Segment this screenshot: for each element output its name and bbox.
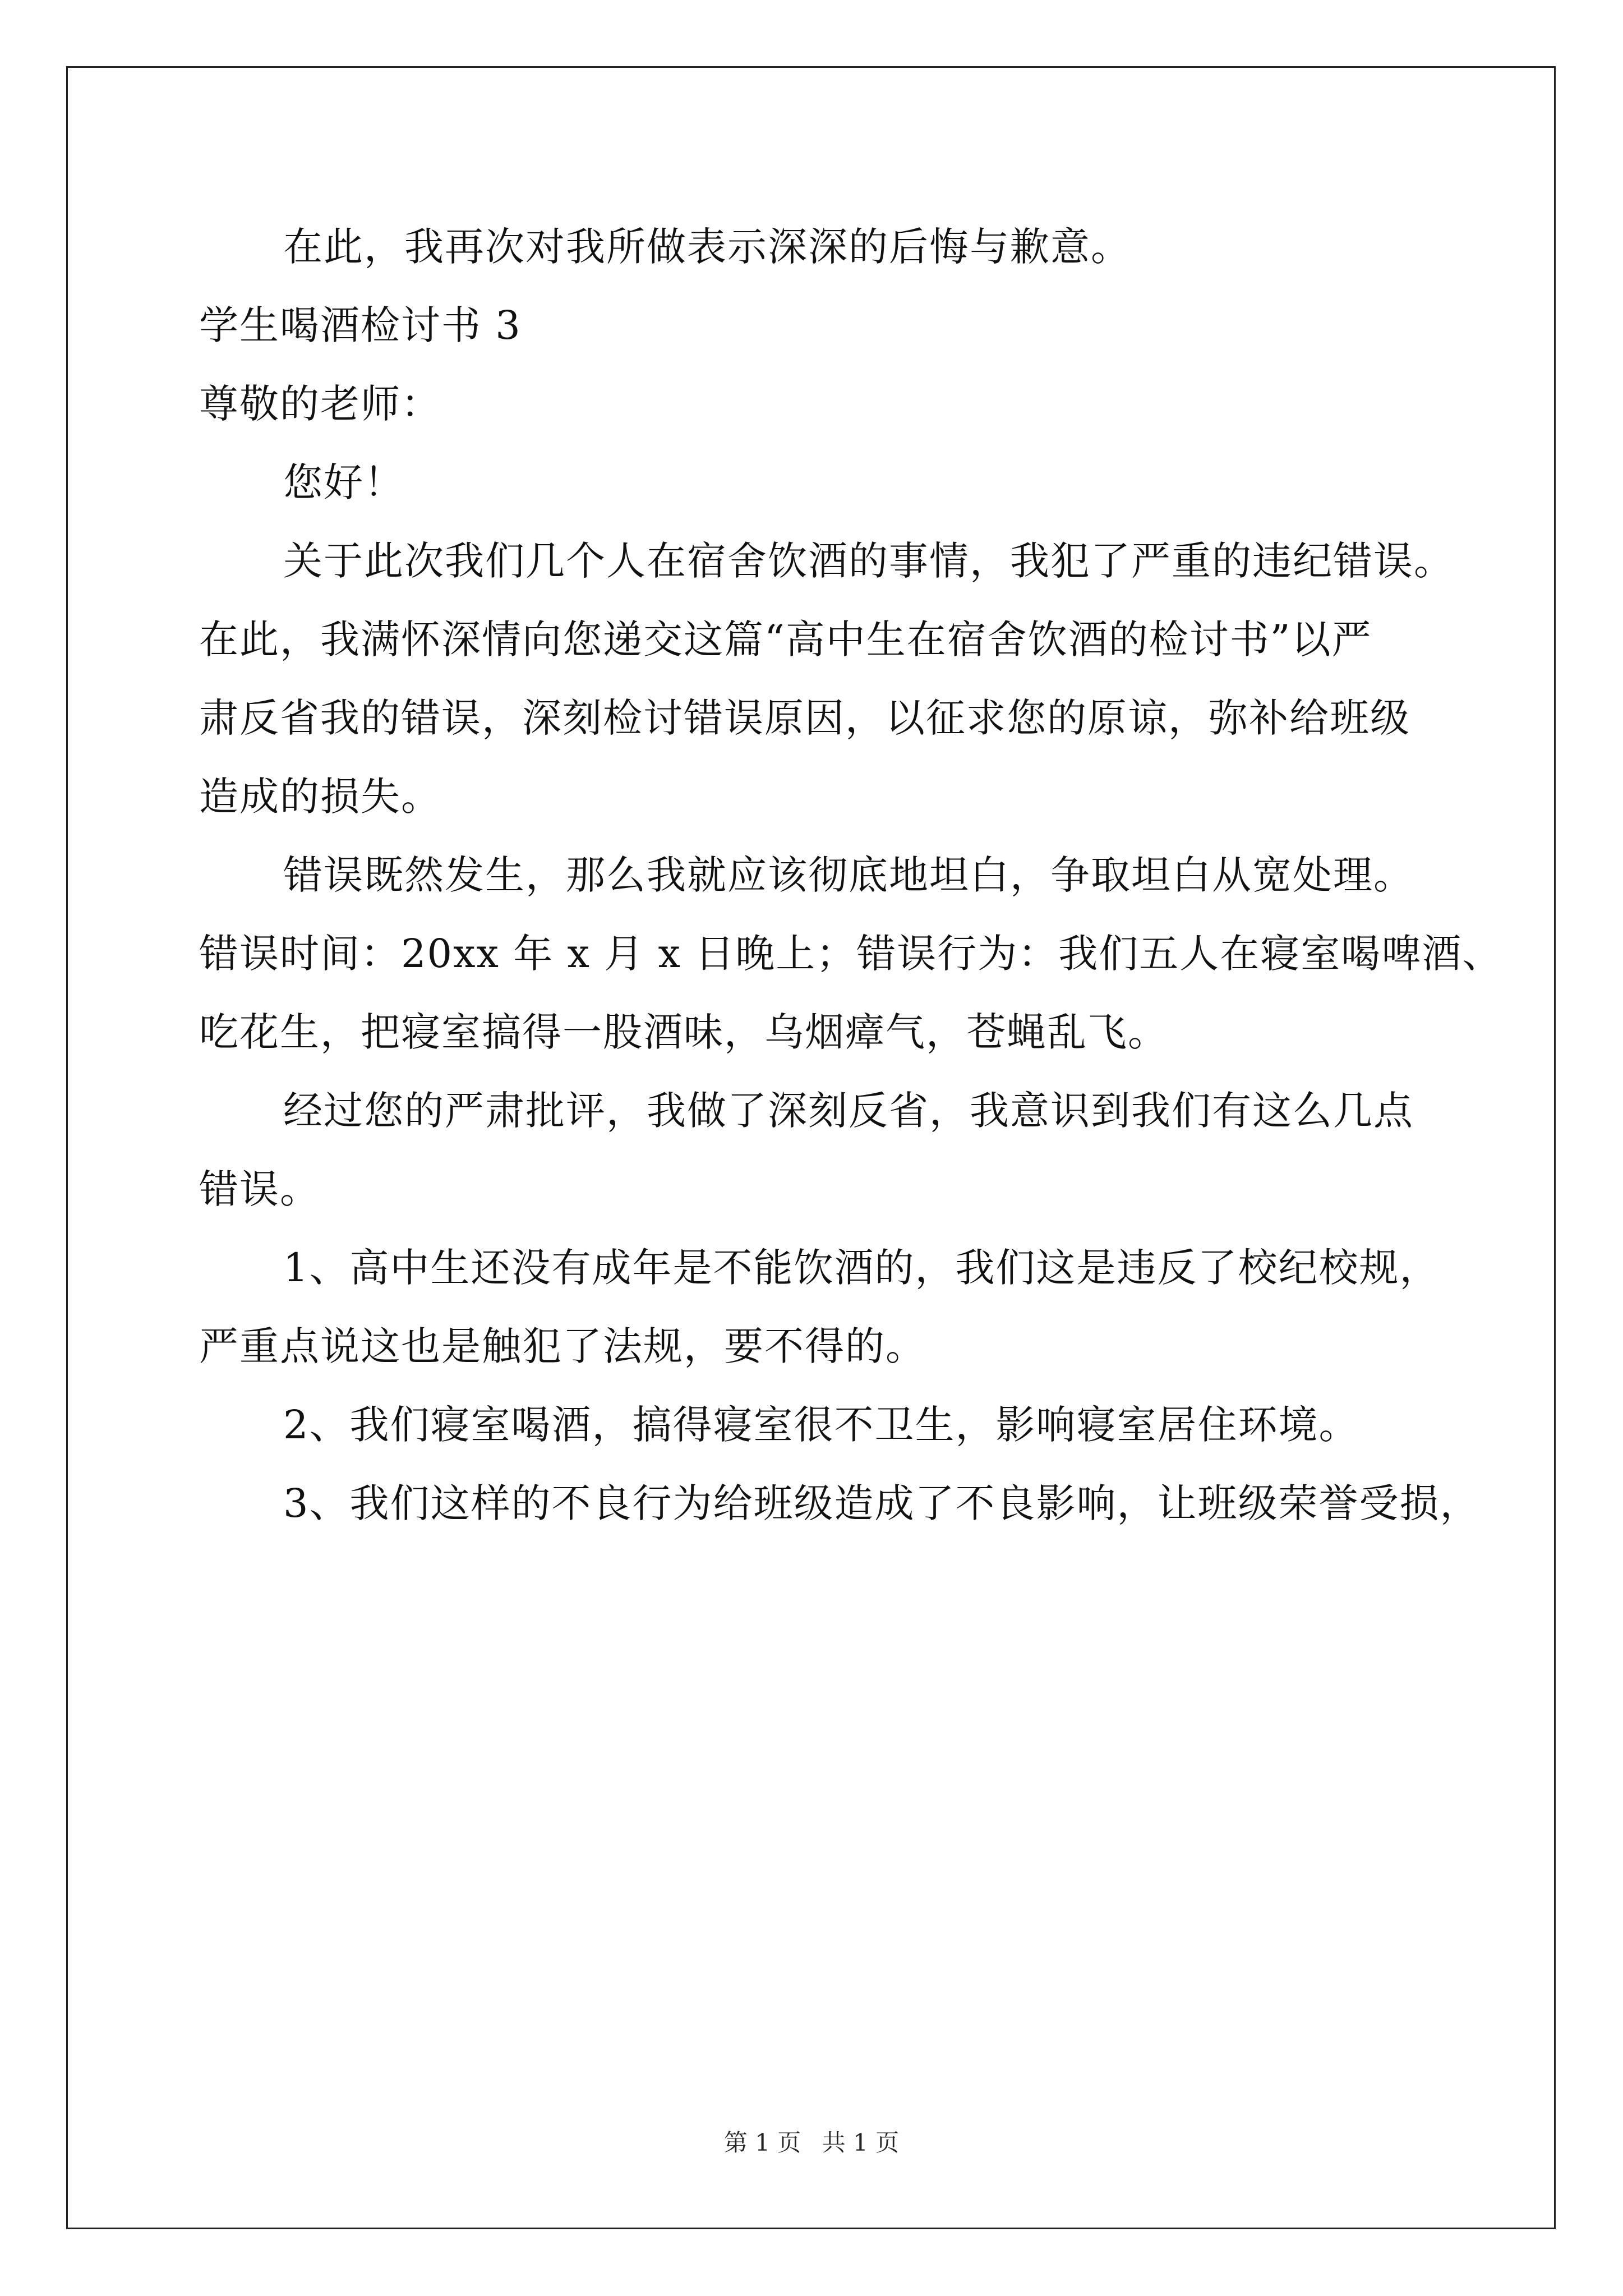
paragraph-line: 在此，我满怀深情向您递交这篇“高中生在宿舍饮酒的检讨书”以严 xyxy=(199,616,1372,662)
paragraph-line: 经过您的严肃批评，我做了深刻反省，我意识到我们有这么几点 xyxy=(283,1088,1414,1134)
list-item-line: 1、高中生还没有成年是不能饮酒的，我们这是违反了校纪校规， xyxy=(283,1245,1440,1291)
paragraph-line: 错误时间：20xx 年 x 月 x 日晚上；错误行为：我们五人在寝室喝啤酒、 xyxy=(199,931,1503,977)
paragraph-line: 在此，我再次对我所做表示深深的后悔与歉意。 xyxy=(283,224,1131,270)
paragraph-line: 造成的损失。 xyxy=(199,774,441,820)
page-number: 第 1 页 xyxy=(723,2129,801,2156)
paragraph-line: 错误既然发生，那么我就应该彻底地坦白，争取坦白从宽处理。 xyxy=(283,852,1414,898)
paragraph-line: 错误。 xyxy=(199,1166,320,1212)
greeting: 您好！ xyxy=(283,459,404,505)
paragraph-line: 关于此次我们几个人在宿舍饮酒的事情，我犯了严重的违纪错误。 xyxy=(283,538,1454,584)
salutation: 尊敬的老师： xyxy=(199,381,441,427)
paragraph-line: 吃花生，把寝室搞得一股酒味，乌烟瘴气，苍蝇乱飞。 xyxy=(199,1009,1168,1055)
list-item-line: 3、我们这样的不良行为给班级造成了不良影响，让班级荣誉受损， xyxy=(283,1480,1481,1526)
paragraph-line: 肃反省我的错误，深刻检讨错误原因，以征求您的原谅，弥补给班级 xyxy=(199,695,1410,741)
page-total: 共 1 页 xyxy=(822,2129,900,2156)
list-item-line: 2、我们寝室喝酒，搞得寝室很不卫生，影响寝室居住环境。 xyxy=(283,1402,1359,1448)
section-heading: 学生喝酒检讨书 3 xyxy=(199,302,522,348)
page-footer xyxy=(0,2129,1623,2157)
list-item-line: 严重点说这也是触犯了法规，要不得的。 xyxy=(199,1323,926,1369)
